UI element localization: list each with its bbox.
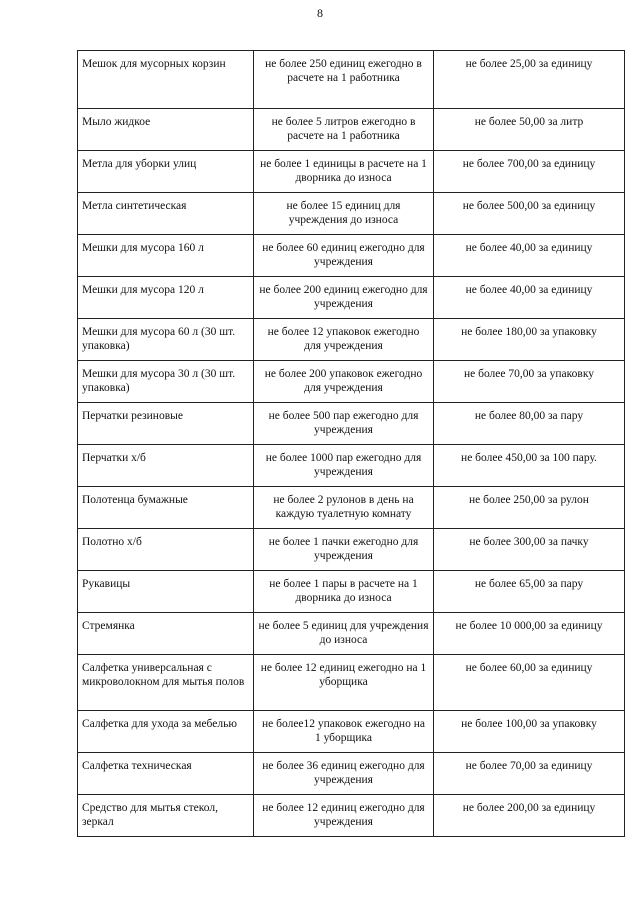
norm-cell: не более 200 единиц ежегодно для учреждения xyxy=(254,277,434,319)
price-cell: не более 300,00 за пачку xyxy=(434,529,625,571)
table-row xyxy=(78,571,625,613)
price-cell: не более 60,00 за единицу xyxy=(434,655,625,711)
item-name-cell: Полотно х/б xyxy=(78,529,254,571)
item-name-cell: Средство для мытья стекол, зеркал xyxy=(78,795,254,837)
price-cell: не более 80,00 за пару xyxy=(434,403,625,445)
item-name-cell: Перчатки резиновые xyxy=(78,403,254,445)
table-body xyxy=(78,51,625,837)
table-row xyxy=(78,795,625,837)
norm-cell: не более 500 пар ежегодно для учреждения xyxy=(254,403,434,445)
item-name-cell: Перчатки х/б xyxy=(78,445,254,487)
table-row xyxy=(78,361,625,403)
table-row xyxy=(78,193,625,235)
price-cell: не более 50,00 за литр xyxy=(434,109,625,151)
table-row xyxy=(78,445,625,487)
table-row xyxy=(78,51,625,109)
item-name-cell: Рукавицы xyxy=(78,571,254,613)
table-row xyxy=(78,403,625,445)
table-row xyxy=(78,529,625,571)
table-row xyxy=(78,753,625,795)
item-name-cell: Салфетка для ухода за мебелью xyxy=(78,711,254,753)
item-name-cell: Мешки для мусора 160 л xyxy=(78,235,254,277)
table-row xyxy=(78,109,625,151)
table-row xyxy=(78,277,625,319)
norm-cell: не более 60 единиц ежегодно для учреждения xyxy=(254,235,434,277)
table-row xyxy=(78,487,625,529)
price-cell: не более 65,00 за пару xyxy=(434,571,625,613)
table-row xyxy=(78,151,625,193)
norm-cell: не более 12 единиц ежегодно для учреждения xyxy=(254,795,434,837)
price-cell: не более 500,00 за единицу xyxy=(434,193,625,235)
norm-cell: не более 1 единицы в расчете на 1 дворника до износа xyxy=(254,151,434,193)
norm-cell: не более 250 единиц ежегодно в расчете на 1 работника xyxy=(254,51,434,109)
item-name-cell: Мешок для мусорных корзин xyxy=(78,51,254,109)
norm-cell: не более 12 единиц ежегодно на 1 уборщика xyxy=(254,655,434,711)
price-cell: не более 40,00 за единицу xyxy=(434,277,625,319)
price-cell: не более 450,00 за 100 пару. xyxy=(434,445,625,487)
price-cell: не более 700,00 за единицу xyxy=(434,151,625,193)
price-cell: не более 250,00 за рулон xyxy=(434,487,625,529)
norm-cell: не более 1000 пар ежегодно для учреждения xyxy=(254,445,434,487)
norms-table xyxy=(77,50,625,837)
price-cell: не более 10 000,00 за единицу xyxy=(434,613,625,655)
price-cell: не более 200,00 за единицу xyxy=(434,795,625,837)
item-name-cell: Мешки для мусора 60 л (30 шт. упаковка) xyxy=(78,319,254,361)
norm-cell: не более 5 единиц для учреждения до износа xyxy=(254,613,434,655)
price-cell: не более 25,00 за единицу xyxy=(434,51,625,109)
item-name-cell: Мешки для мусора 120 л xyxy=(78,277,254,319)
item-name-cell: Полотенца бумажные xyxy=(78,487,254,529)
table-row xyxy=(78,711,625,753)
norm-cell: не более 36 единиц ежегодно для учреждения xyxy=(254,753,434,795)
norm-cell: не более 2 рулонов в день на каждую туалетную комнату xyxy=(254,487,434,529)
price-cell: не более 70,00 за упаковку xyxy=(434,361,625,403)
norm-cell: не более 1 пачки ежегодно для учреждения xyxy=(254,529,434,571)
norm-cell: не более 15 единиц для учреждения до износа xyxy=(254,193,434,235)
table-row xyxy=(78,613,625,655)
table-row xyxy=(78,319,625,361)
item-name-cell: Стремянка xyxy=(78,613,254,655)
item-name-cell: Метла синтетическая xyxy=(78,193,254,235)
norm-cell: не более12 упаковок ежегодно на 1 уборщика xyxy=(254,711,434,753)
item-name-cell: Мыло жидкое xyxy=(78,109,254,151)
price-cell: не более 100,00 за упаковку xyxy=(434,711,625,753)
page-number: 8 xyxy=(317,6,323,20)
table-row xyxy=(78,235,625,277)
norm-cell: не более 5 литров ежегодно в расчете на 1 работника xyxy=(254,109,434,151)
table-row xyxy=(78,655,625,711)
item-name-cell: Салфетка техническая xyxy=(78,753,254,795)
price-cell: не более 180,00 за упаковку xyxy=(434,319,625,361)
price-cell: не более 40,00 за единицу xyxy=(434,235,625,277)
norm-cell: не более 200 упаковок ежегодно для учреждения xyxy=(254,361,434,403)
norm-cell: не более 12 упаковок ежегодно для учреждения xyxy=(254,319,434,361)
item-name-cell: Мешки для мусора 30 л (30 шт. упаковка) xyxy=(78,361,254,403)
item-name-cell: Салфетка универсальная с микроволокном для мытья полов xyxy=(78,655,254,711)
item-name-cell: Метла для уборки улиц xyxy=(78,151,254,193)
norm-cell: не более 1 пары в расчете на 1 дворника до износа xyxy=(254,571,434,613)
price-cell: не более 70,00 за единицу xyxy=(434,753,625,795)
